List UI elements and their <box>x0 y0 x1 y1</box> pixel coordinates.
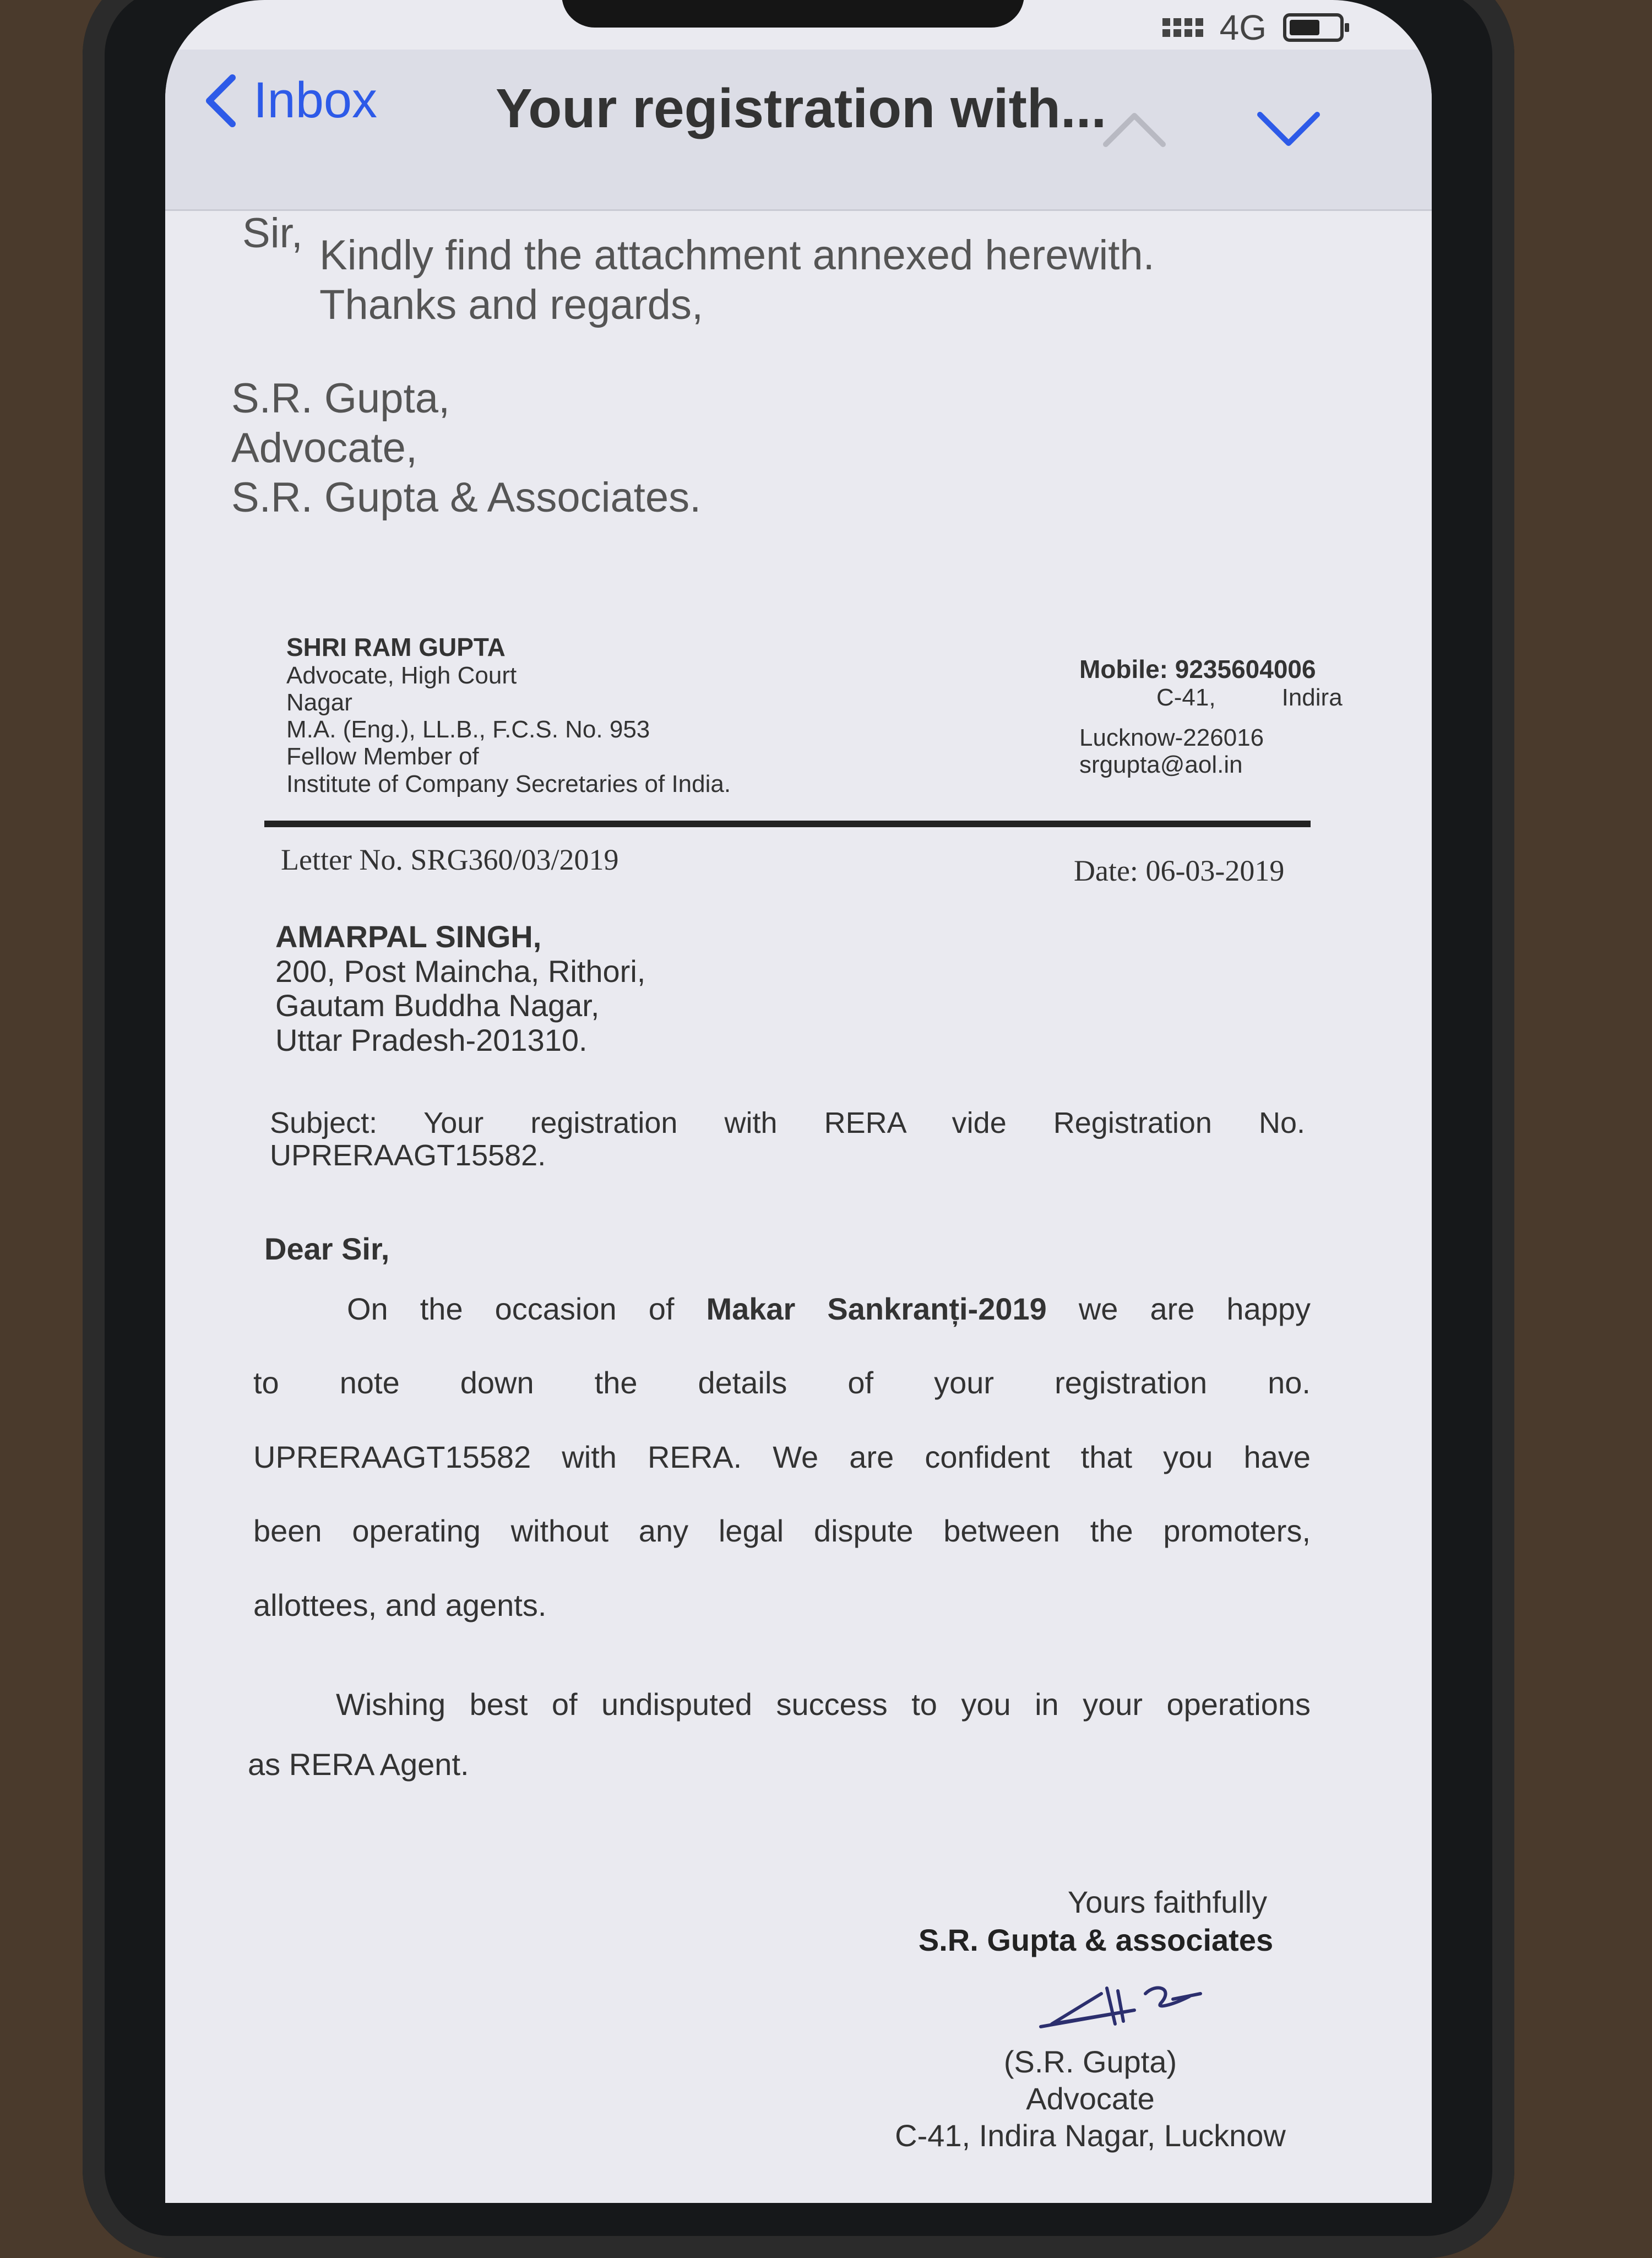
letterhead-line-4: Fellow Member of <box>286 743 479 770</box>
email-signature-title: Advocate, <box>231 425 417 471</box>
recipient-name: AMARPAL SINGH, <box>275 919 542 954</box>
message-title: Your registration with... <box>496 78 1107 139</box>
signer-name: (S.R. Gupta) <box>1003 2044 1177 2079</box>
letterhead-address-2: Indira <box>1281 683 1343 711</box>
signature-image <box>1035 1972 1211 2038</box>
previous-message-button[interactable] <box>1101 110 1167 149</box>
letterhead-line-5: Institute of Company Secretaries of India. <box>286 770 731 797</box>
email-signature-name: S.R. Gupta, <box>231 375 450 422</box>
signer-address: C-41, Indira Nagar, Lucknow <box>895 2118 1286 2153</box>
letterhead-line-2: Nagar <box>286 688 352 716</box>
recipient-line-2: Gautam Buddha Nagar, <box>275 988 600 1023</box>
paragraph-1-line-3: UPRERAAGT15582 with RERA. We are confident that you have <box>253 1439 1311 1474</box>
letter-subject <box>270 1107 1305 1173</box>
battery-icon <box>1283 13 1344 42</box>
paragraph-2-line-1: Wishing best of undisputed success to you in your operations <box>336 1687 1311 1722</box>
signer-title: Advocate <box>1026 2081 1155 2116</box>
recipient-line-1: 200, Post Maincha, Rithori, <box>275 953 646 989</box>
letterhead-right <box>1079 655 1355 778</box>
letterhead-divider <box>264 821 1311 827</box>
letterhead-mobile: Mobile: 9235604006 <box>1079 655 1316 683</box>
letterhead-line-1: Advocate, High Court <box>286 661 517 689</box>
back-to-inbox-button[interactable] <box>204 72 377 129</box>
letter-closing <box>1002 1884 1333 1920</box>
letter-paragraph-2 <box>248 1674 1311 1794</box>
subject-line-2: UPRERAAGT15582. <box>270 1139 546 1173</box>
letterhead-line-3: M.A. (Eng.), LL.B., F.C.S. No. 953 <box>286 716 650 743</box>
letter-reference: Letter No. SRG360/03/2019 <box>281 843 619 876</box>
letter-date: Date: 06-03-2019 <box>1074 854 1285 887</box>
email-greeting: Sir, <box>242 210 303 257</box>
chevron-down-icon <box>1256 110 1322 149</box>
letterhead-city: Lucknow-226016 <box>1079 724 1264 751</box>
chevron-up-icon <box>1101 110 1167 149</box>
chevron-left-icon <box>204 73 237 128</box>
paragraph-1-line-2: to note down the details of your registration no. <box>253 1365 1311 1401</box>
paragraph-1-line-5: allottees, and agents. <box>253 1587 547 1622</box>
email-line-1: Kindly find the attachment annexed herewith. <box>319 232 1155 279</box>
recipient-line-3: Uttar Pradesh-201310. <box>275 1023 588 1058</box>
navigation-bar <box>165 50 1432 211</box>
letterhead-name: SHRI RAM GUPTA <box>286 633 506 661</box>
closing-text: Yours faithfully <box>1067 1885 1268 1919</box>
letter-salutation: Dear Sir, <box>264 1231 390 1266</box>
paragraph-1-line-4: been operating without any legal dispute between the promoters, <box>253 1513 1311 1549</box>
paragraph-1-text-b: we are happy <box>1046 1291 1311 1326</box>
letter-paragraph-1 <box>253 1272 1311 1642</box>
letterhead-left <box>286 633 731 797</box>
paragraph-1-bold: Makar Sankranți-2019 <box>706 1291 1047 1326</box>
back-label: Inbox <box>253 72 378 128</box>
email-signature-firm: S.R. Gupta & Associates. <box>231 474 702 521</box>
email-line-2: Thanks and regards, <box>319 281 704 328</box>
subject-line-1: Subject: Your registration with RERA vide Registration No. <box>270 1106 1305 1139</box>
letterhead-email: srgupta@aol.in <box>1079 751 1243 779</box>
signer-block <box>870 2043 1311 2154</box>
paragraph-1-line-1 <box>253 1272 1311 1346</box>
signal-icon <box>1162 18 1203 37</box>
paragraph-1-text-a: On the occasion of <box>347 1291 707 1326</box>
next-message-button[interactable] <box>1256 110 1322 149</box>
closing-firm: S.R. Gupta & associates <box>918 1923 1274 1957</box>
letterhead-address-1: C-41, <box>1156 683 1216 711</box>
network-label: 4G <box>1219 8 1267 47</box>
status-bar <box>1162 6 1344 50</box>
paragraph-2-line-2: as RERA Agent. <box>248 1747 469 1782</box>
recipient-address <box>275 920 645 1058</box>
mail-screen <box>165 0 1432 2203</box>
notch <box>562 0 1024 28</box>
